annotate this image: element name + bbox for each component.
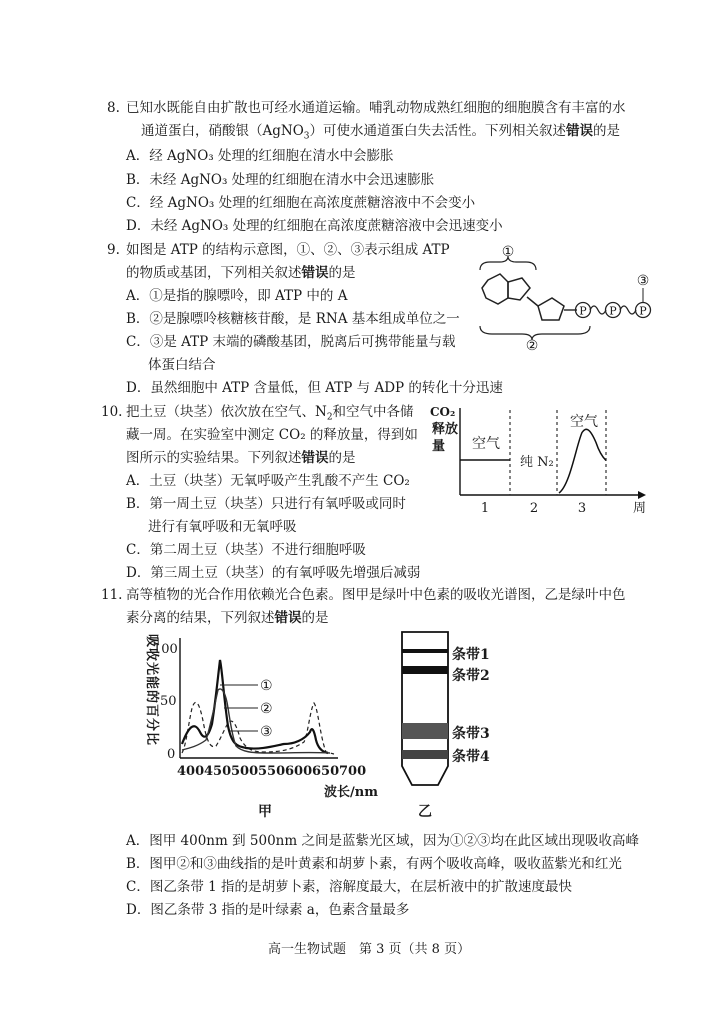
- x-tick-600: 600: [285, 764, 313, 779]
- absorption-spectrum-figure: [120, 628, 378, 823]
- curve-2-chlorophyll-b: [182, 660, 328, 753]
- x-tick-3: 3: [577, 501, 587, 516]
- q10-option-b-line1: B．第一周土豆（块茎）只进行有氧呼吸或同时: [126, 496, 406, 512]
- band-3: [402, 723, 448, 739]
- x-tick-700: 700: [339, 764, 367, 779]
- curve-label-1: ①: [260, 678, 273, 694]
- band-1: [402, 649, 448, 653]
- q9-option-c-line2: 体蛋白结合: [148, 357, 216, 373]
- svg-text:P: P: [579, 304, 587, 318]
- error-keyword: 错误: [301, 450, 329, 466]
- q11-option-a: A．图甲 400nm 到 500nm 之间是蓝紫光区域，因为①②③均在此区域出现吸收高峰: [126, 833, 639, 849]
- band-2: [402, 666, 448, 674]
- co2-release-chart: [430, 400, 655, 520]
- error-keyword: 错误: [274, 610, 302, 626]
- q10-option-c: C．第二周土豆（块茎）不进行细胞呼吸: [126, 542, 366, 558]
- x-tick-500: 500: [231, 764, 259, 779]
- chart-ylabel-line2: 释放: [432, 422, 459, 437]
- q9-stem-line2: 的物质或基团，下列相关叙述错误的是: [126, 265, 356, 281]
- q9-stem-line1: 如图是 ATP 的结构示意图，①、②、③表示组成 ATP: [126, 242, 450, 258]
- adenine-six-ring: [482, 274, 508, 304]
- q10-number: 10.: [101, 404, 123, 420]
- svg-text:P: P: [639, 304, 647, 318]
- q9-number: 9.: [107, 242, 120, 258]
- q11-stem-line1: 高等植物的光合作用依赖光合色素。图甲是绿叶中色素的吸收光谱图，乙是绿叶中色: [126, 587, 626, 603]
- band-label-2: 条带2: [452, 668, 490, 684]
- high-energy-bond-2: [620, 306, 636, 314]
- q9-option-a: A．①是指的腺嘌呤，即 ATP 中的 A: [126, 288, 348, 304]
- y-tick-0: 0: [167, 747, 176, 762]
- q10-option-a: A．土豆（块茎）无氧呼吸产生乳酸不产生 CO₂: [126, 473, 410, 489]
- x-tick-650: 650: [312, 764, 340, 779]
- q10-option-d: D．第三周土豆（块茎）的有氧呼吸先增强后减弱: [126, 565, 421, 581]
- q11-option-d: D．图乙条带 3 指的是叶绿素 a，色素含量最多: [126, 902, 410, 918]
- error-keyword: 错误: [566, 123, 594, 139]
- error-keyword: 错误: [301, 265, 329, 281]
- q8-stem-line1: 已知水既能自由扩散也可经水通道运输。哺乳动物成熟红细胞的细胞膜含有丰富的水: [126, 100, 626, 116]
- q8-option-b: B．未经 AgNO₃ 处理的红细胞在清水中会迅速膨胀: [126, 172, 435, 188]
- chromatography-strip-figure: [390, 628, 530, 823]
- figure-caption-yi: 乙: [418, 804, 432, 820]
- curve-1-chlorophyll: [182, 702, 334, 754]
- q10-stem-line1: 把土豆（块茎）依次放在空气、$N_2$和空气中各储: [126, 404, 414, 423]
- q8-option-a: A．经 AgNO₃ 处理的红细胞在清水中会膨胀: [126, 148, 394, 164]
- x-tick-2: 2: [529, 501, 539, 516]
- q8-option-c: C．经 AgNO₃ 处理的红细胞在高浓度蔗糖溶液中不会变小: [126, 195, 476, 211]
- y-tick-50: 50: [160, 694, 177, 709]
- q8-option-d: D．未经 AgNO₃ 处理的红细胞在高浓度蔗糖溶液中会迅速变小: [126, 218, 503, 234]
- atp-label-3: ③: [636, 273, 650, 289]
- q10-option-b-line2: 进行有氧呼吸和无氧呼吸: [148, 519, 297, 535]
- q11-option-b: B．图甲②和③曲线指的是叶黄素和胡萝卜素，有两个吸收高峰，吸收蓝紫光和红光: [126, 856, 622, 872]
- svg-text:P: P: [609, 304, 617, 318]
- label-air-week3: 空气: [570, 414, 598, 430]
- series-air-week3: [559, 429, 606, 493]
- q10-stem-line2: 藏一周。在实验室中测定 CO₂ 的释放量，得到如: [126, 427, 418, 443]
- adenine-five-ring: [508, 278, 530, 300]
- q8-number: 8.: [107, 100, 120, 116]
- page-footer: 高一生物试题 第 3 页（共 8 页）: [268, 942, 471, 957]
- x-tick-400: 400: [177, 764, 205, 779]
- q11-number: 11.: [101, 587, 123, 603]
- q10-stem-line3: 图所示的实验结果。下列叙述错误的是: [126, 450, 356, 466]
- q9-option-c-line1: C．③是 ATP 末端的磷酸基团，脱离后可携带能量与载: [126, 334, 456, 350]
- high-energy-bond-1: [590, 306, 606, 314]
- band-label-3: 条带3: [452, 726, 490, 742]
- q9-option-b: B．②是腺嘌呤核糖核苷酸，是 RNA 基本组成单位之一: [126, 311, 460, 327]
- glycosidic-bond: [527, 297, 538, 306]
- band-label-4: 条带4: [452, 749, 490, 765]
- ribose-ring: [538, 298, 564, 320]
- q11-option-c: C．图乙条带 1 指的是胡萝卜素，溶解度最大，在层析液中的扩散速度最快: [126, 879, 573, 895]
- x-tick-550: 550: [258, 764, 286, 779]
- spectrum-xlabel: 波长/nm: [324, 785, 378, 800]
- curve-label-2: ②: [260, 701, 273, 717]
- x-tick-450: 450: [204, 764, 232, 779]
- curve-label-3: ③: [260, 724, 273, 740]
- q8-stem-line2: 通道蛋白，硝酸银（AgNO$_3$）可使水通道蛋白失去活性。下列相关叙述错误的是: [141, 123, 621, 142]
- chart-ylabel-line3: 量: [432, 439, 446, 454]
- q11-stem-line2: 素分离的结果，下列叙述错误的是: [126, 610, 329, 626]
- filter-paper-strip: [402, 632, 448, 785]
- figure-caption-jia: 甲: [258, 804, 272, 820]
- chart-ylabel-line1: CO₂: [430, 405, 456, 419]
- atp-label-1: ①: [501, 244, 515, 260]
- label-n2-week2: 纯 N₂: [520, 455, 554, 470]
- label-air-week1: 空气: [472, 436, 500, 452]
- brace-1: [480, 256, 536, 270]
- band-4: [402, 750, 448, 759]
- x-axis-arrow: [638, 491, 646, 499]
- x-tick-1: 1: [480, 501, 490, 516]
- atp-structure-diagram: [470, 240, 680, 352]
- band-label-1: 条带1: [452, 647, 490, 663]
- atp-label-2: ②: [525, 338, 539, 354]
- y-tick-100: 100: [153, 642, 178, 657]
- chart-xlabel: 周: [633, 501, 647, 516]
- curve-3-carotenoid: [182, 689, 330, 753]
- spectrum-ylabel: 吸收光能的百分比: [144, 634, 159, 747]
- q9-option-d: D．虽然细胞中 ATP 含量低，但 ATP 与 ADP 的转化十分迅速: [126, 380, 503, 396]
